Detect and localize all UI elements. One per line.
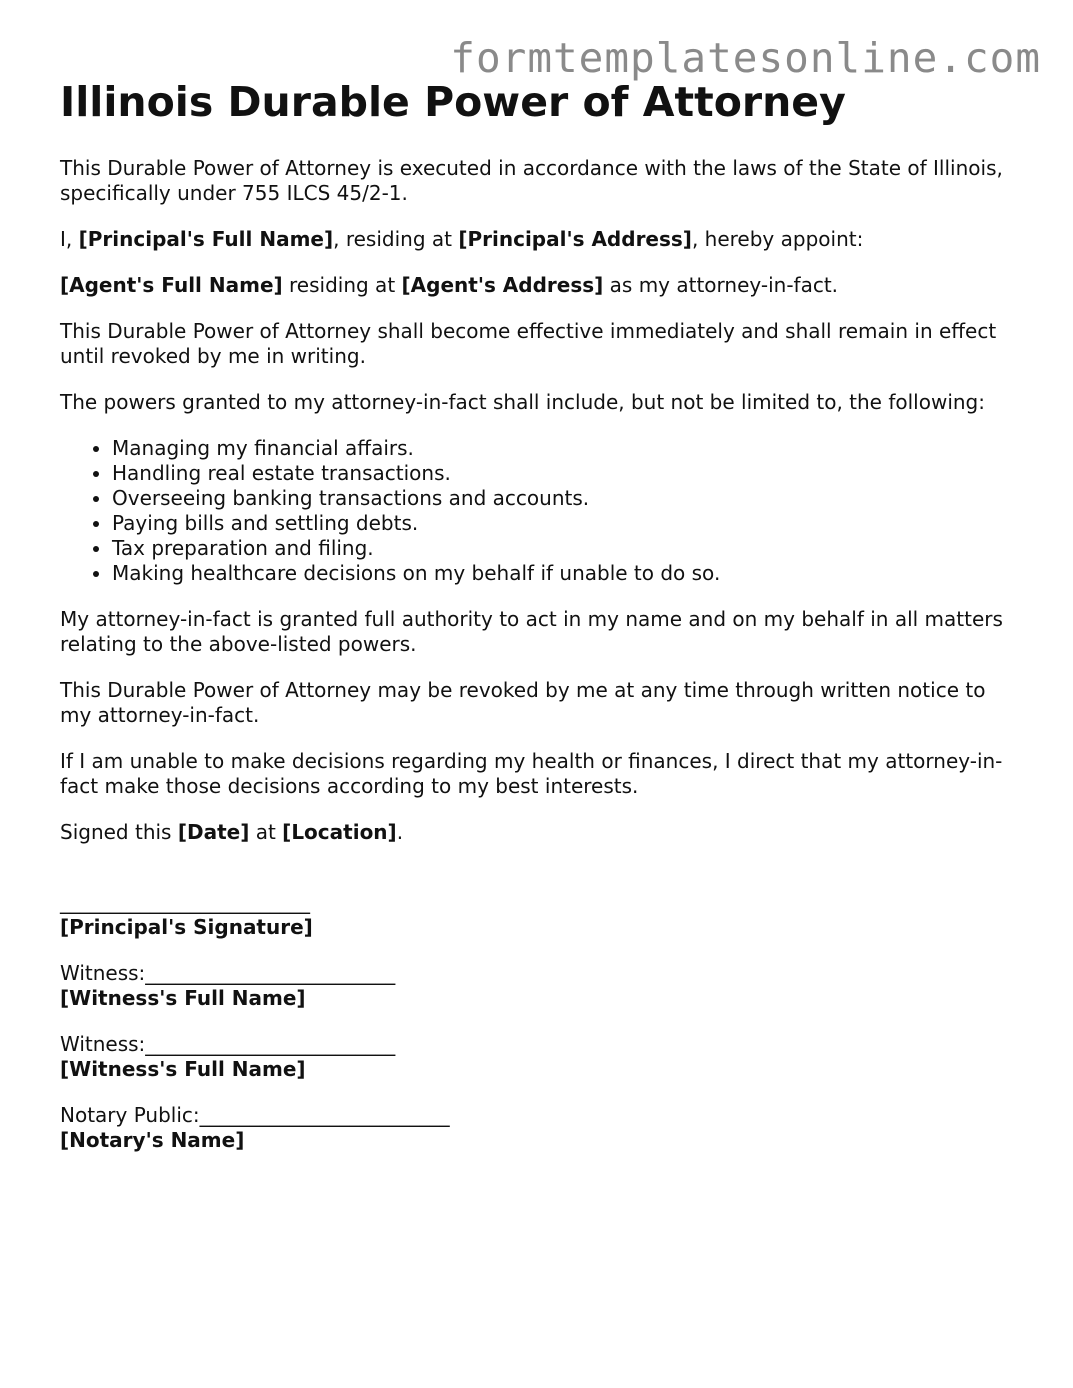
intro-paragraph: This Durable Power of Attorney is executed in accordance with the laws of the State of Illinois, specifically under 755 ILCS 45/2-1. [60,156,1003,205]
principal-signature-label: [Principal's Signature] [60,915,313,939]
principal-address-placeholder: [Principal's Address] [458,227,692,251]
agent-mid: residing at [282,273,402,297]
powers-intro-paragraph: The powers granted to my attorney-in-fact shall include, but not be limited to, the following: [60,390,985,414]
principal-signature-block [60,890,1020,940]
appointment-prefix: I, [60,227,79,251]
witness-2-prefix: Witness: [60,1032,146,1056]
effective-paragraph: This Durable Power of Attorney shall become effective immediately and shall remain in effect until revoked by me in writing. [60,319,997,368]
appointment-paragraph [60,227,1020,252]
signed-prefix: Signed this [60,820,178,844]
notary-line: _________________________ [199,1103,450,1127]
date-placeholder: [Date] [177,820,250,844]
revocation-paragraph: This Durable Power of Attorney may be revoked by me at any time through written notice to my attorney-in-fact. [60,678,986,727]
powers-list [60,436,1020,586]
location-placeholder: [Location] [282,820,397,844]
witness-1-line: _________________________ [145,961,396,985]
document-body [60,76,1020,1174]
list-item: • Overseeing banking transactions and accounts. [112,486,1020,511]
notary-prefix: Notary Public: [60,1103,200,1127]
watermark: formtemplatesonline.com [450,34,1041,82]
appointment-mid: , residing at [333,227,459,251]
list-item: • Managing my financial affairs. [112,436,1020,461]
notary-block [60,1103,1020,1153]
agent-paragraph [60,273,1020,298]
witness-2-line: _________________________ [145,1032,396,1056]
document-title: Illinois Durable Power of Attorney [60,78,846,126]
witness-1-prefix: Witness: [60,961,146,985]
notary-label: [Notary's Name] [60,1128,245,1152]
principal-name-placeholder: [Principal's Full Name] [78,227,334,251]
authority-paragraph: My attorney-in-fact is granted full authority to act in my name and on my behalf in all matters relating to the above-listed powers. [60,607,1003,656]
list-item: • Handling real estate transactions. [112,461,1020,486]
agent-name-placeholder: [Agent's Full Name] [60,273,283,297]
witness-1-block [60,961,1020,1011]
list-item: • Tax preparation and filing. [112,536,1020,561]
witness-1-label: [Witness's Full Name] [60,986,306,1010]
signed-mid: at [249,820,283,844]
principal-signature-line: _________________________ [60,890,310,914]
signed-suffix: . [396,820,404,844]
list-item: • Paying bills and settling debts. [112,511,1020,536]
signed-paragraph [60,820,1020,845]
witness-2-label: [Witness's Full Name] [60,1057,306,1081]
incapacity-paragraph: If I am unable to make decisions regarding my health or finances, I direct that my attorney-in-fact make those decisions according to my best interests. [60,749,1003,798]
list-item: • Making healthcare decisions on my behalf if unable to do so. [112,561,1020,586]
agent-suffix: as my attorney-in-fact. [603,273,839,297]
appointment-suffix: , hereby appoint: [691,227,864,251]
witness-2-block [60,1032,1020,1082]
agent-address-placeholder: [Agent's Address] [401,273,604,297]
